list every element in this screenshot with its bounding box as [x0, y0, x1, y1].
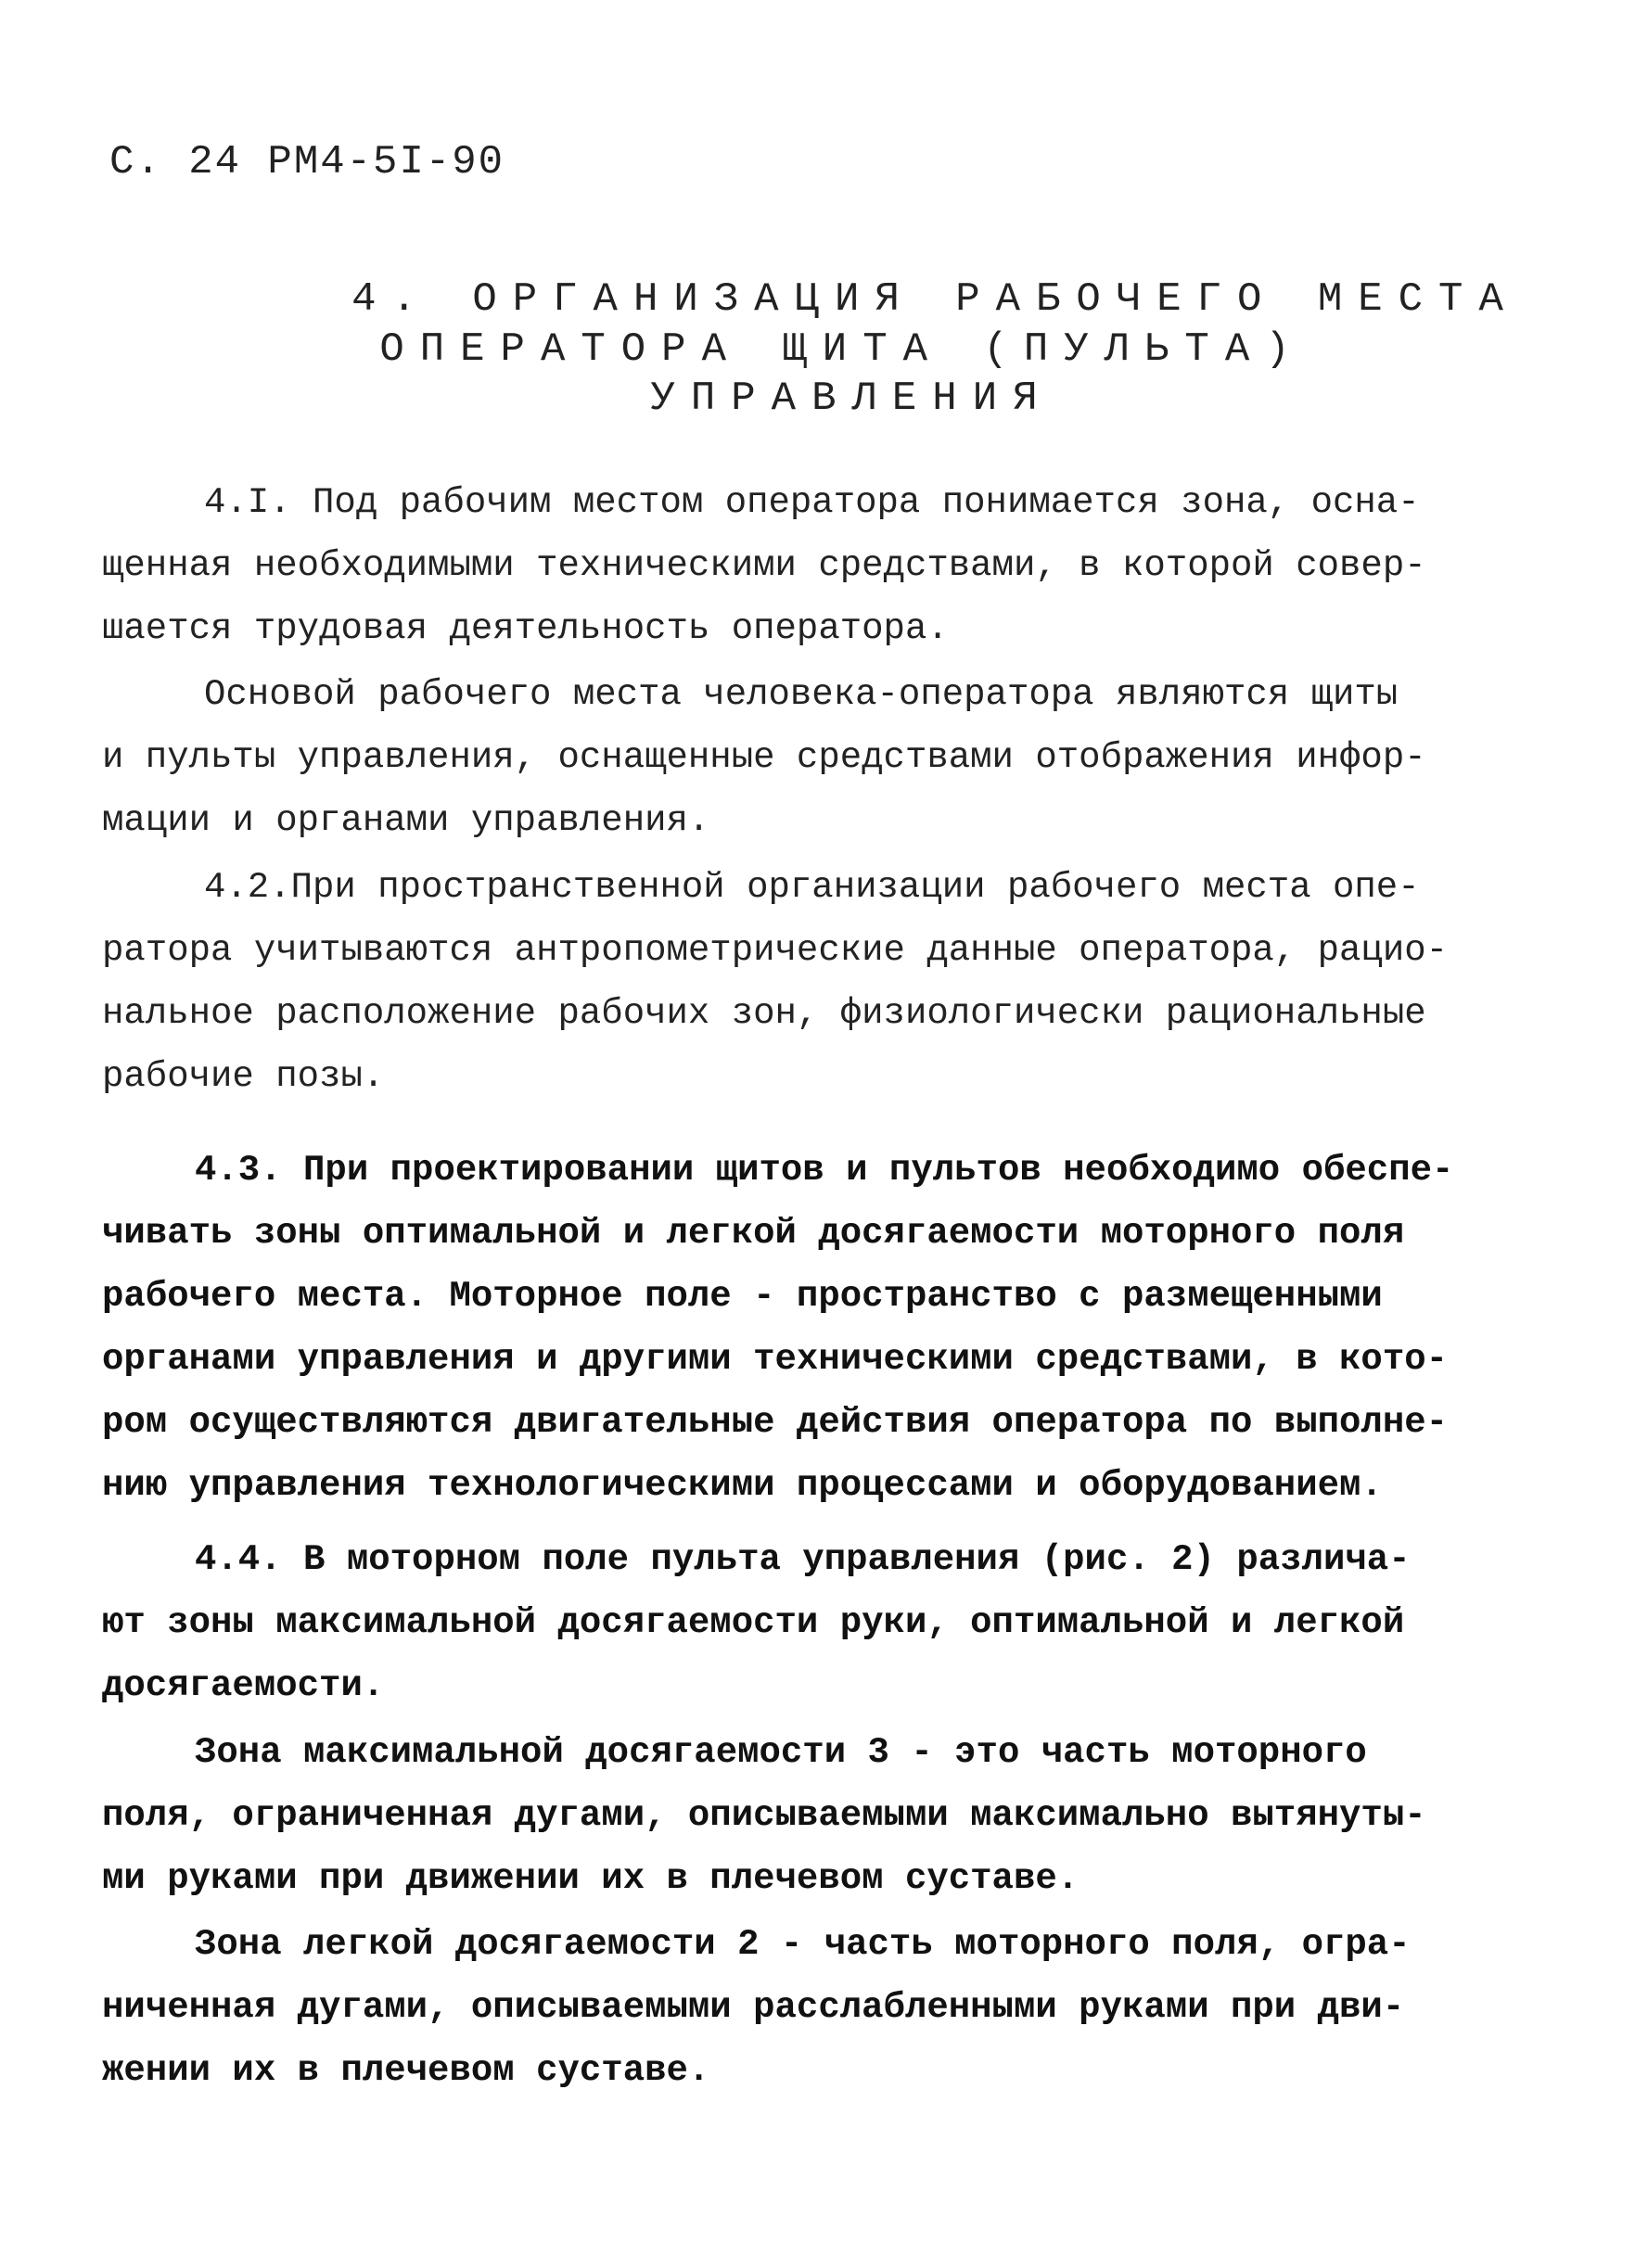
text-line: и пульты управления, оснащенные средствами отображения инфор-	[102, 737, 1426, 778]
text-line: 4.2.При пространственной организации рабочего места опе-	[204, 867, 1420, 908]
text-line: шается трудовая деятельность оператора.	[102, 608, 949, 649]
text-line: Зона легкой досягаемости 2 - часть моторного поля, огра-	[195, 1924, 1411, 1965]
text-line: Зона максимальной досягаемости 3 - это часть моторного	[195, 1732, 1367, 1773]
text-line: ром осуществляются двигательные действия оператора по выполне-	[102, 1402, 1449, 1443]
text-line: досягаемости.	[102, 1665, 385, 1706]
text-line: ют зоны максимальной досягаемости руки, оптимальной и легкой	[102, 1602, 1405, 1643]
text-line: щенная необходимыми техническими средствами, в которой совер-	[102, 545, 1426, 586]
text-line: ми руками при движении их в плечевом суставе.	[102, 1858, 1080, 1899]
text-line: органами управления и другими техническими средствами, в кото-	[102, 1339, 1449, 1380]
text-line: 4.3. При проектировании щитов и пультов необходимо обеспе-	[195, 1150, 1454, 1191]
text-line: рабочего места. Моторное поле - пространство с размещенными	[102, 1276, 1383, 1317]
text-line: жении их в плечевом суставе.	[102, 2050, 710, 2091]
text-line: 4.I. Под рабочим местом оператора понимается зона, осна-	[204, 482, 1420, 523]
text-line: ниченная дугами, описываемыми расслабленными руками при дви-	[102, 1987, 1405, 2028]
text-line: нальное расположение рабочих зон, физиологически рациональные	[102, 993, 1426, 1034]
text-line: нию управления технологическими процессами и оборудованием.	[102, 1465, 1383, 1506]
text-line: чивать зоны оптимальной и легкой досягаемости моторного поля	[102, 1213, 1405, 1254]
text-line: мации и органами управления.	[102, 800, 710, 841]
section-title-line-1: 4. ОРГАНИЗАЦИЯ РАБОЧЕГО МЕСТА	[351, 276, 1519, 323]
text-line: Основой рабочего места человека-оператора являются щиты	[204, 674, 1399, 715]
section-title-line-2: ОПЕРАТОРА ЩИТА (ПУЛЬТА)	[379, 326, 1306, 373]
text-line: 4.4. В моторном поле пульта управления (рис. 2) различа-	[195, 1539, 1411, 1580]
text-line: ратора учитываются антропометрические данные оператора, рацио-	[102, 930, 1449, 971]
page-header: С. 24 РМ4-5I-90	[109, 139, 505, 185]
text-line: поля, ограниченная дугами, описываемыми максимально вытянуты-	[102, 1795, 1426, 1836]
text-line: рабочие позы.	[102, 1056, 385, 1097]
section-title-line-3: УПРАВЛЕНИЯ	[650, 376, 1054, 422]
